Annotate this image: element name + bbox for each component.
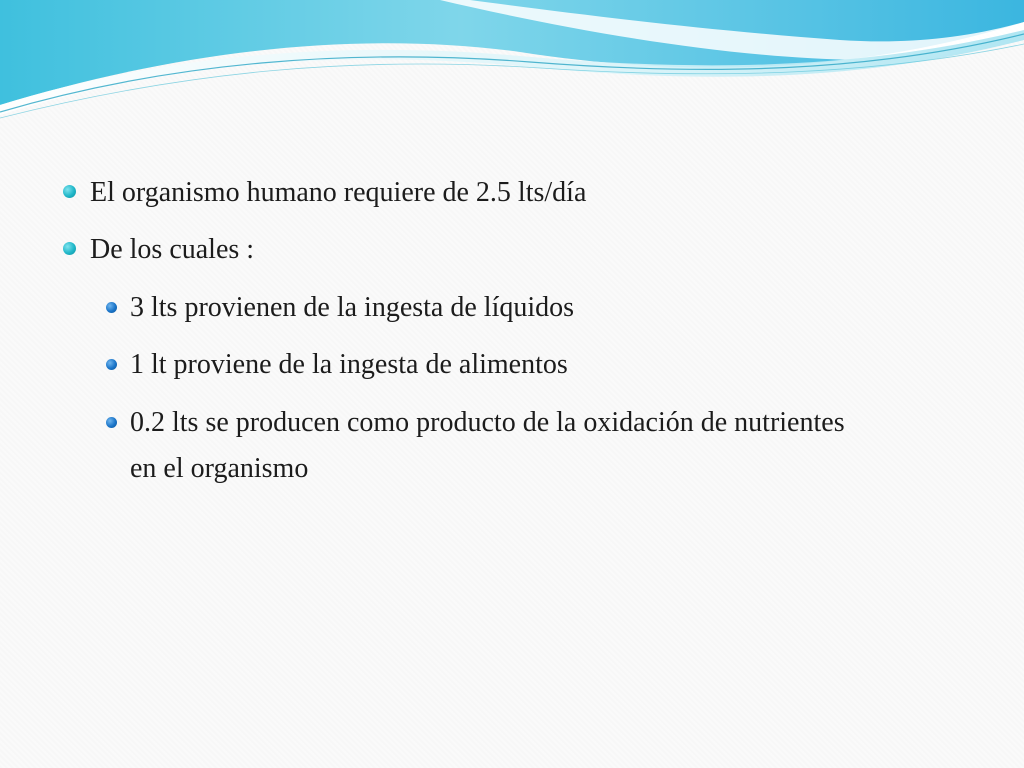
bullet-text: El organismo humano requiere de 2.5 lts/día bbox=[90, 177, 587, 208]
bullet-dot-icon bbox=[106, 417, 117, 428]
sub-bullet-text-line: 0.2 lts se producen como producto de la oxidación de nutrientes bbox=[130, 407, 845, 438]
bullet-dot-icon bbox=[63, 242, 76, 255]
bullet-dot-icon bbox=[106, 359, 117, 370]
sub-bullet-text: 3 lts provienen de la ingesta de líquidos bbox=[130, 292, 575, 323]
bullet-dot-icon bbox=[63, 185, 76, 198]
bullet-dot-icon bbox=[106, 302, 117, 313]
sub-bullet-text: 1 lt proviene de la ingesta de alimentos bbox=[130, 349, 568, 380]
bullet-item bbox=[90, 227, 254, 273]
bullet-item bbox=[90, 170, 586, 216]
sub-bullet-item bbox=[130, 342, 568, 388]
sub-bullet-item bbox=[130, 400, 845, 492]
sub-bullet-text-line: en el organismo bbox=[130, 453, 309, 484]
sub-bullet-item bbox=[130, 285, 574, 331]
bullet-text: De los cuales : bbox=[90, 234, 255, 265]
